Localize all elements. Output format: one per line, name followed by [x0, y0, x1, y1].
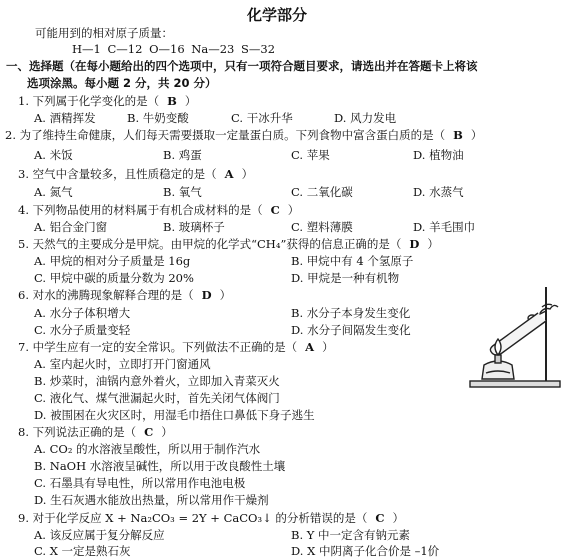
option: A. 酒精挥发 [34, 111, 96, 125]
question-7: 7. 中学生应有一定的安全常识。下列做法不正确的是（ A ） [18, 340, 334, 354]
option: C. 干冰升华 [231, 111, 293, 125]
section1-heading: 一、选择题（在每小题给出的四个选项中，只有一项符合题目要求，请选出并在答题卡上将该 [6, 59, 478, 73]
question-4: 4. 下列物品使用的材料属于有机合成材料的是（ C ） [18, 203, 300, 217]
option: D. 甲烷是一种有机物 [291, 271, 400, 285]
option: B. 玻璃杯子 [163, 220, 225, 234]
answer-2: B [453, 128, 463, 142]
option: A. 米饭 [34, 148, 73, 162]
option: A. 氮气 [34, 185, 73, 199]
option: B. 水分子本身发生变化 [291, 306, 411, 320]
question-8: 8. 下列说法正确的是（ C ） [18, 425, 173, 439]
answer-6: D [201, 288, 212, 302]
answer-7: A [305, 340, 315, 354]
option: B. 炒菜时，油锅内意外着火，立即加入青菜灭火 [34, 374, 280, 388]
option: C. 苹果 [291, 148, 330, 162]
answer-8: C [144, 425, 154, 439]
answer-4: C [270, 203, 280, 217]
option: A. 室内起火时，立即打开门窗通风 [34, 357, 211, 371]
option: B. 鸡蛋 [163, 148, 202, 162]
answer-5: D [409, 237, 420, 251]
option: D. 水分子间隔发生变化 [291, 323, 411, 337]
option: A. 铝合金门窗 [34, 220, 108, 234]
option: D. 植物油 [413, 148, 464, 162]
option: A. 该反应属于复分解反应 [34, 528, 165, 542]
option: C. 石墨具有导电性，所以常用作电池电极 [34, 476, 246, 490]
option: C. 水分子质量变轻 [34, 323, 131, 337]
option: D. 羊毛围巾 [413, 220, 476, 234]
option: B. 甲烷中有 4 个氢原子 [291, 254, 414, 268]
answer-1: B [167, 94, 177, 108]
alcohol-lamp-apparatus-icon [468, 283, 564, 391]
option: B. Y 中一定含有钠元素 [291, 528, 411, 542]
answer-3: A [224, 167, 234, 181]
question-3: 3. 空气中含量较多，且性质稳定的是（ A ） [18, 167, 254, 181]
option: C. X 一定是熟石灰 [34, 544, 131, 558]
option: C. 二氧化碳 [291, 185, 353, 199]
question-5: 5. 天然气的主要成分是甲烷。由甲烷的化学式“CH₄”获得的信息正确的是（ D ） [18, 237, 439, 251]
option: C. 塑料薄膜 [291, 220, 353, 234]
answer-9: C [375, 511, 385, 525]
question-6: 6. 对水的沸腾现象解释合理的是（ D ） [18, 288, 232, 302]
option: A. 水分子体积增大 [34, 306, 131, 320]
option: D. X 中阴离子化合价是 –1价 [291, 544, 440, 558]
section1-heading-cont: 选项涂黑。每小题 2 分，共 20 分） [27, 76, 217, 90]
page-title: 化学部分 [247, 6, 308, 24]
option: C. 甲烷中碳的质量分数为 20% [34, 271, 194, 285]
option: A. CO₂ 的水溶液呈酸性，所以用于制作汽水 [34, 442, 261, 456]
option: D. 生石灰遇水能放出热量，所以常用作干燥剂 [34, 493, 269, 507]
question-2: 2. 为了维持生命健康，人们每天需要摄取一定量蛋白质。下列食物中富含蛋白质的是（ B ） [5, 128, 483, 142]
option: A. 甲烷的相对分子质量是 16g [34, 254, 191, 268]
atomic-masses: H—1 C—12 O—16 Na—23 S—32 [72, 42, 276, 56]
option: C. 液化气、煤气泄漏起火时，首先关闭气体阀门 [34, 391, 280, 405]
option: B. 氧气 [163, 185, 202, 199]
option: D. 风力发电 [334, 111, 397, 125]
question-1: 1. 下列属于化学变化的是（ B ） [18, 94, 197, 108]
option: D. 水蒸气 [413, 185, 464, 199]
option: B. NaOH 水溶液呈碱性，所以用于改良酸性土壤 [34, 459, 286, 473]
atomic-masses-label: 可能用到的相对原子质量： [35, 26, 173, 40]
question-9: 9. 对于化学反应 X + Na₂CO₃ = 2Y + CaCO₃↓ 的分析错误的是（ C ） [18, 511, 405, 525]
option: B. 牛奶变酸 [127, 111, 189, 125]
option: D. 被围困在火灾区时，用湿毛巾捂住口鼻低下身子逃生 [34, 408, 315, 422]
